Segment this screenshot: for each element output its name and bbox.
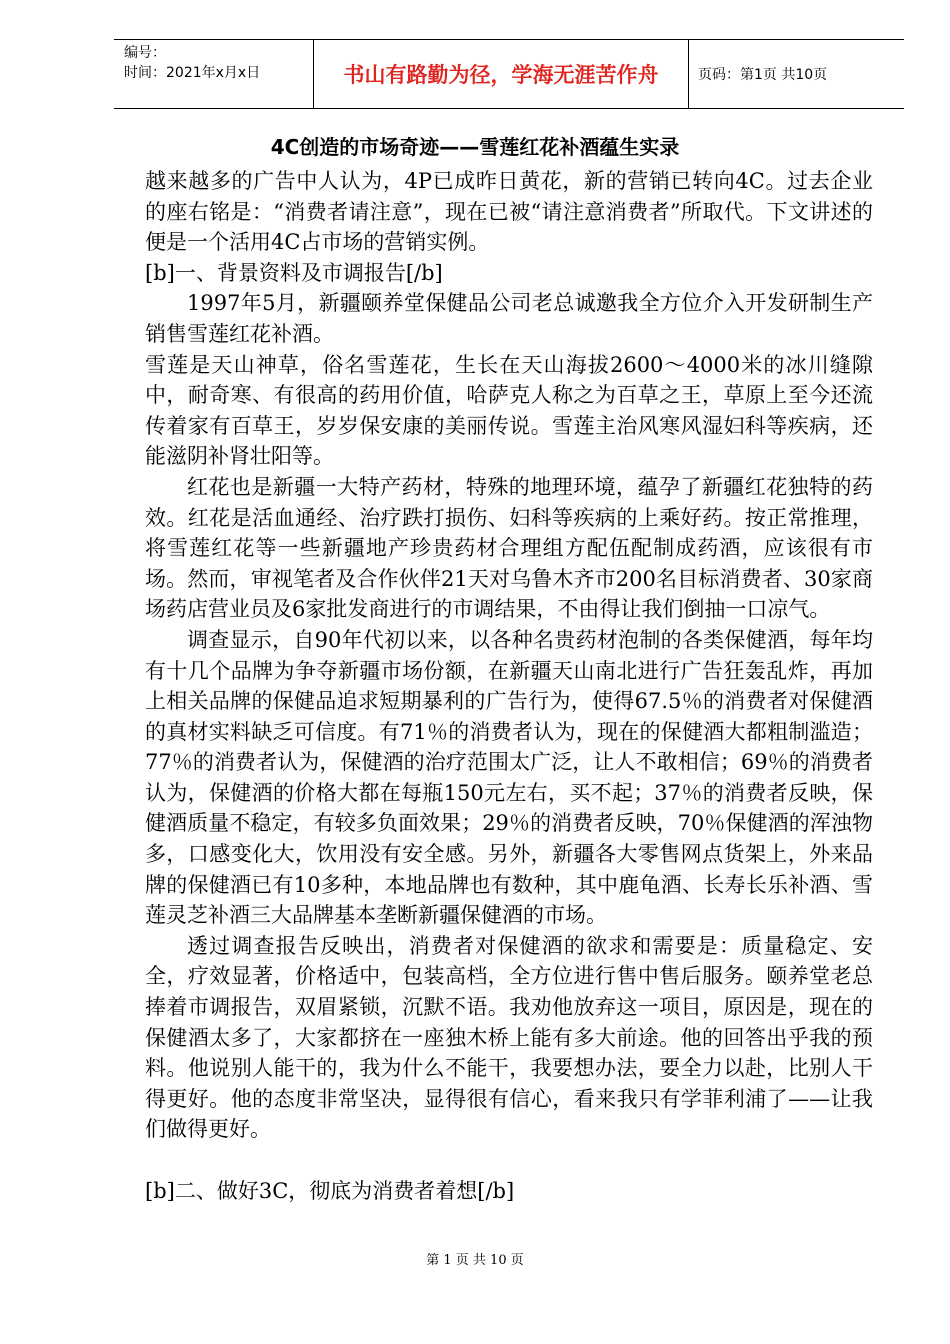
section-heading-1: [b]一、背景资料及市调报告[/b] [145, 260, 443, 285]
article-body [145, 166, 873, 1206]
body-paragraph: 调查显示，自90年代初以来，以各种名贵药材泡制的各类保健酒，每年均有十几个品牌为争夺新疆市场份额，在新疆天山南北进行广告狂轰乱炸，再加上相关品牌的保健品追求短期暴利的广告行为，使得67.5％的消费者对保健酒的真材实料缺乏可信度。有71％的消费者认为，现在的保健酒大都粗制滥造；77％的消费者认为，保健酒的治疗范围太广泛，让人不敢相信；69％的消费者认为，保健酒的价格大都在每瓶150元左右，买不起；37％的消费者反映，保健酒质量不稳定，有较多负面效果；29％的消费者反映，70％保健酒的浑浊物多，口感变化大，饮用没有安全感。另外，新疆各大零售网点货架上，外来品牌的保健酒已有10多种，本地品牌也有数种，其中鹿龟酒、长寿长乐补酒、雪莲灵芝补酒三大品牌基本垄断新疆保健酒的市场。 [145, 627, 873, 928]
paragraph-spacer [145, 1145, 873, 1176]
body-paragraph: 1997年5月，新疆颐养堂保健品公司老总诚邀我全方位介入开发研制生产销售雪莲红花补酒。 [145, 291, 873, 346]
header-page-number: 页码：第1页 共10页 [698, 67, 828, 83]
document-number-label: 编号： [124, 45, 166, 61]
body-paragraph: 透过调查报告反映出，消费者对保健酒的欲求和需要是：质量稳定、安全，疗效显著，价格适中，包装高档，全方位进行售中售后服务。颐养堂老总捧着市调报告，双眉紧锁，沉默不语。我劝他放弃这一项目，原因是，现在的保健酒太多了，大家都挤在一座独木桥上能有多大前途。他的回答出乎我的预料。他说别人能干的，我为什么不能干，我要想办法，要全力以赴，比别人干得更好。他的态度非常坚决，显得很有信心，看来我只有学菲利浦了——让我们做得更好。 [145, 933, 873, 1142]
body-paragraph: 红花也是新疆一大特产药材，特殊的地理环境，蕴孕了新疆红花独特的药效。红花是活血通经、治疗跌打损伤、妇科等疾病的上乘好药。按正常推理，将雪莲红花等一些新疆地产珍贵药材合理组方配伍配制成药酒，应该很有市场。然而，审视笔者及合作伙伴21天对乌鲁木齐市200名目标消费者、30家商场药店营业员及6家批发商进行的市调结果，不由得让我们倒抽一口凉气。 [145, 474, 873, 622]
section-heading-2: [b]二、做好3C，彻底为消费者着想[/b] [145, 1178, 515, 1203]
page-footer: 第 1 页 共 10 页 [426, 1253, 524, 1268]
header-motto: 书山有路勤为径，学海无涯苦作舟 [314, 40, 689, 108]
article-title: 4C创造的市场奇迹——雪莲红花补酒蕴生实录 [270, 135, 680, 159]
document-time-label: 时间：2021年x月x日 [124, 65, 261, 81]
body-paragraph: 雪莲是天山神草，俗名雪莲花，生长在天山海拔2600～4000米的冰川缝隙中，耐奇寒、有很高的药用价值，哈萨克人称之为百草之王，草原上至今还流传着家有百草王，岁岁保安康的美丽传说。雪莲主治风寒风湿妇科等疾病，还能滋阴补肾壮阳等。 [145, 352, 873, 469]
intro-paragraph: 越来越多的广告中人认为，4P已成昨日黄花，新的营销已转向4C。过去企业的座右铭是：“消费者请注意”，现在已被“请注意消费者”所取代。下文讲述的便是一个活用4C占市场的营销实例。 [145, 169, 873, 255]
header-meta [114, 40, 314, 108]
page-header [114, 39, 904, 109]
